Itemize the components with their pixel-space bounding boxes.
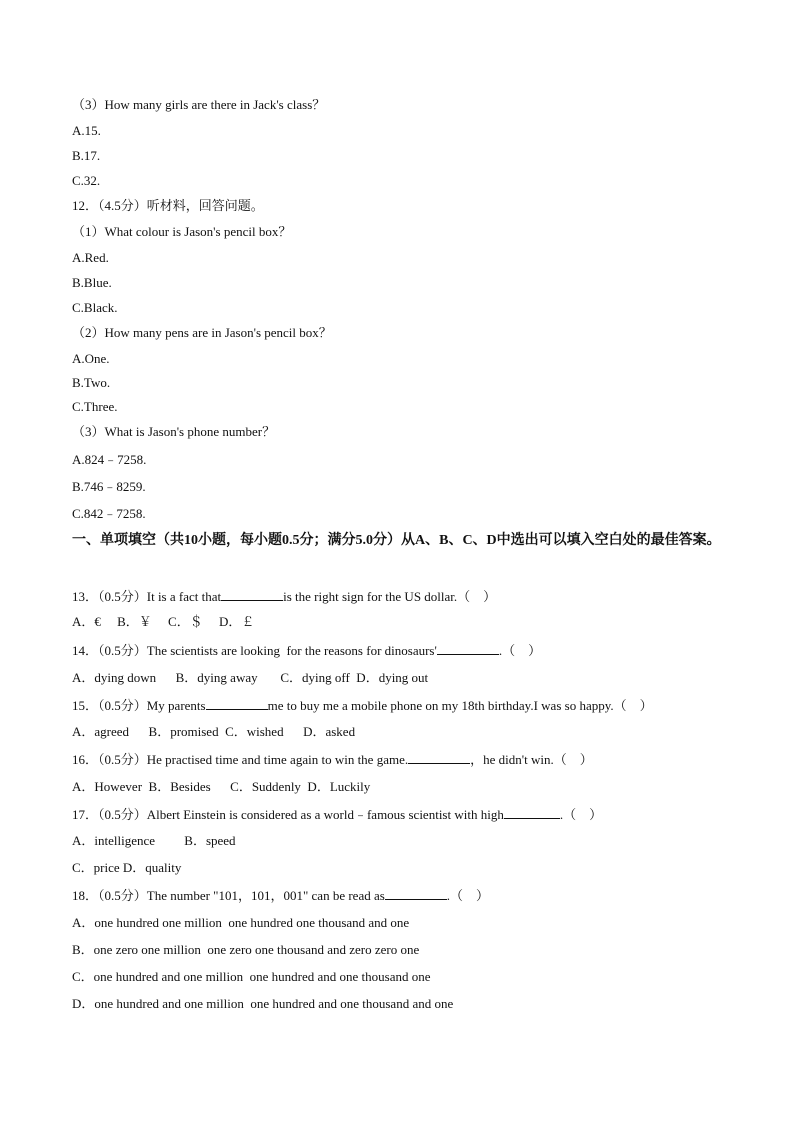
question-17-options-ab: A．intelligence B．speed bbox=[72, 833, 236, 848]
question-15-stem: 15．（0.5分）My parents bbox=[72, 698, 206, 713]
answer-blank bbox=[206, 697, 268, 710]
q12-sub1-option-a: A.Red. bbox=[72, 250, 109, 265]
q11-option-b: B.17. bbox=[72, 148, 101, 163]
question-15-options: A．agreed B．promised C．wished D．asked bbox=[72, 724, 356, 739]
answer-blank bbox=[408, 751, 470, 764]
question-17-options-cd: C．price D．quality bbox=[72, 860, 182, 875]
question-17-tail: .（ ） bbox=[559, 807, 603, 822]
q11-option-a: A.15. bbox=[72, 123, 101, 138]
question-11-sub3: （3）How many girls are there in Jack's class？ bbox=[72, 97, 326, 112]
q12-sub2-option-a: A.One. bbox=[72, 351, 110, 366]
question-18-option-c: C．one hundred and one million one hundred and one thousand one bbox=[72, 969, 431, 984]
answer-blank bbox=[385, 887, 447, 900]
section-heading: 一、单项填空（共10小题，每小题0.5分；满分5.0分）从A、B、C、D中选出可以填入空白处的最佳答案。 bbox=[72, 533, 721, 548]
question-12-header: 12．（4.5分）听材料，回答问题。 bbox=[72, 198, 264, 213]
question-17 bbox=[72, 806, 602, 823]
q12-sub1-option-c: C.Black. bbox=[72, 300, 118, 315]
question-18-option-b: B．one zero one million one zero one thousand and zero zero one bbox=[72, 942, 420, 957]
question-14 bbox=[72, 642, 541, 659]
question-13-tail: is the right sign for the US dollar.（ ） bbox=[283, 589, 497, 604]
answer-blank bbox=[221, 588, 283, 601]
question-18-option-d: D．one hundred and one million one hundred and one thousand and one bbox=[72, 996, 454, 1011]
question-16-stem: 16．（0.5分）He practised time and time again to win the game. bbox=[72, 752, 409, 767]
q12-sub2-option-b: B.Two. bbox=[72, 375, 111, 390]
answer-blank bbox=[437, 642, 499, 655]
question-16 bbox=[72, 751, 593, 768]
question-12-sub3: （3）What is Jason's phone number？ bbox=[72, 424, 276, 439]
q12-sub3-option-a: A.824﹣7258. bbox=[72, 452, 147, 467]
question-13-options: A．€ B．￥ C．＄ D．￡ bbox=[72, 614, 255, 629]
question-18-stem: 18．（0.5分）The number "101，101，001" can be read as bbox=[72, 888, 385, 903]
q12-sub3-option-c: C.842﹣7258. bbox=[72, 506, 146, 521]
question-14-stem: 14．（0.5分）The scientists are looking for the reasons for dinosaurs' bbox=[72, 643, 437, 658]
q12-sub3-option-b: B.746﹣8259. bbox=[72, 479, 146, 494]
question-17-stem: 17．（0.5分）Albert Einstein is considered as a world﹣famous scientist with high bbox=[72, 807, 504, 822]
q11-option-c: C.32. bbox=[72, 173, 101, 188]
question-14-tail: .（ ） bbox=[498, 643, 542, 658]
document-page bbox=[72, 0, 732, 1123]
q12-sub1-option-b: B.Blue. bbox=[72, 275, 112, 290]
question-13-stem: 13．（0.5分）It is a fact that bbox=[72, 589, 222, 604]
question-13 bbox=[72, 588, 496, 605]
question-18-tail: .（ ） bbox=[446, 888, 490, 903]
question-14-options: A．dying down B．dying away C．dying off D．dying out bbox=[72, 670, 429, 685]
question-18 bbox=[72, 887, 489, 904]
question-18-option-a: A．one hundred one million one hundred one thousand and one bbox=[72, 915, 410, 930]
question-12-sub1: （1）What colour is Jason's pencil box？ bbox=[72, 224, 292, 239]
question-12-sub2: （2）How many pens are in Jason's pencil box？ bbox=[72, 325, 332, 340]
question-15-tail: me to buy me a mobile phone on my 18th birthday.I was so happy.（ ） bbox=[267, 698, 653, 713]
question-15 bbox=[72, 697, 653, 714]
question-16-options: A．However B．Besides C．Suddenly D．Luckily bbox=[72, 779, 371, 794]
question-16-tail: ，he didn't win.（ ） bbox=[470, 752, 593, 767]
q12-sub2-option-c: C.Three. bbox=[72, 399, 118, 414]
answer-blank bbox=[504, 806, 560, 819]
